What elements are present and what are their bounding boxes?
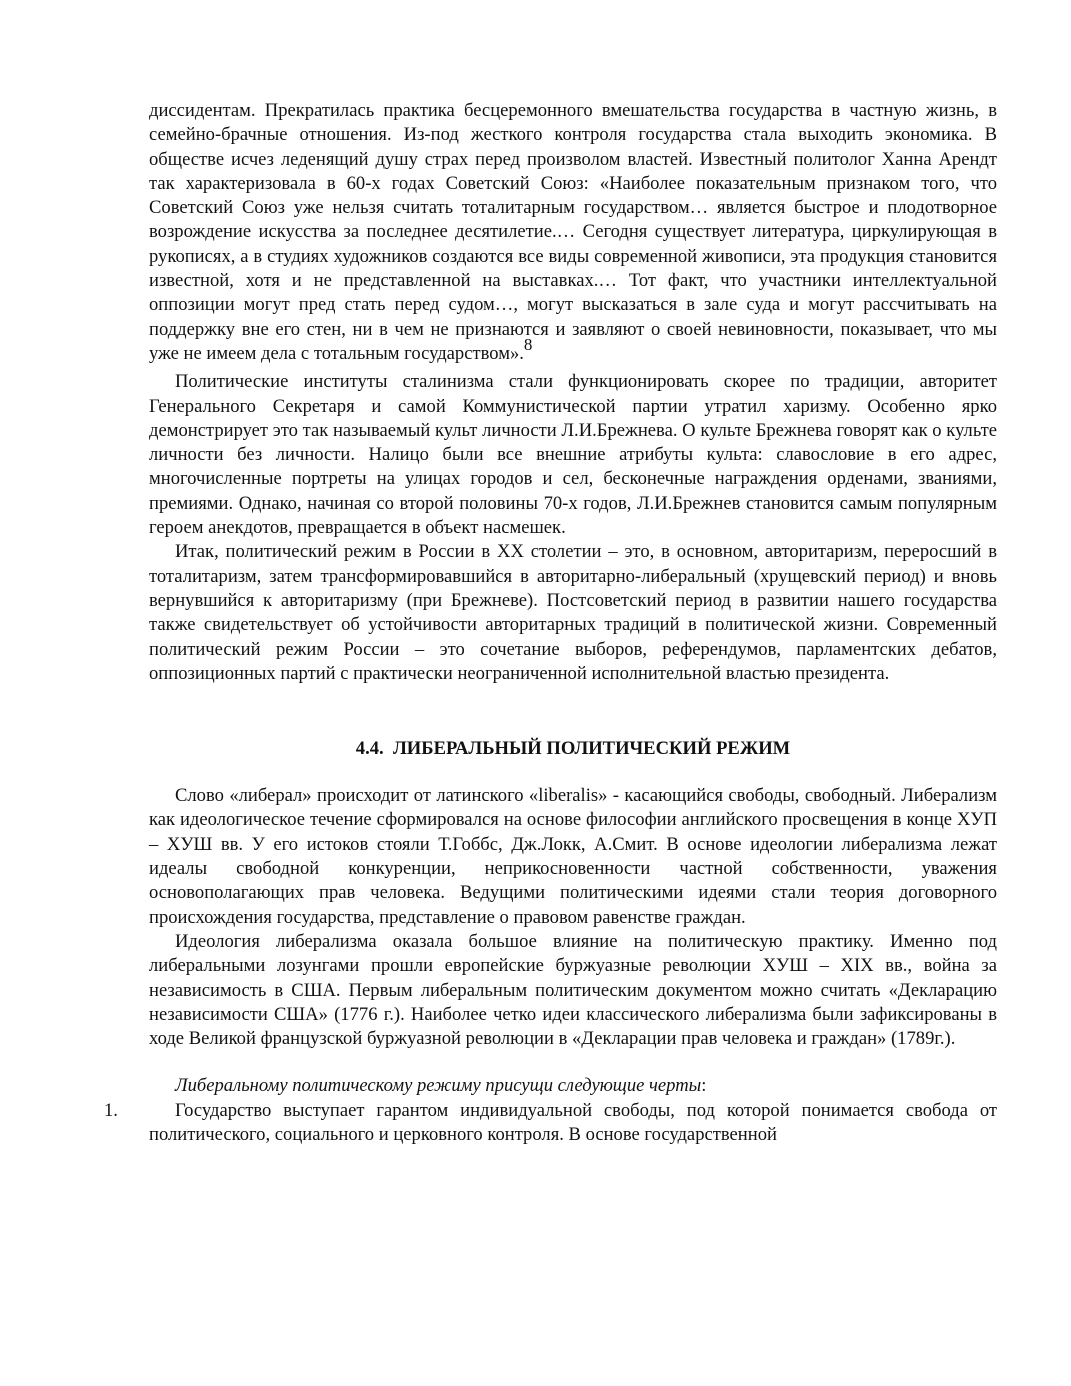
list-item-1 xyxy=(104,1099,997,1148)
paragraph-liberal-origin: Слово «либерал» происходит от латинского «liberalis» - касающийся свободы, свободный. Либерализм как идеологическое течение сформировался на основе философии английского просвещения в конце ХУП – ХУШ вв. У его истоков стояли Т.Гоббс, Дж.Локк, А.Смит. В основе идеологии либерализма лежат идеалы свободной конкуренции, неприкосновенности частной собственности, уважения основополагающих прав человека. Ведущими политическими идеями стали теория договорного происхождения государства, представление о правовом равенстве граждан. xyxy=(149,785,997,928)
features-intro-text: Либеральному политическому режиму присущи следующие черты xyxy=(175,1075,702,1097)
document-page xyxy=(104,99,997,1147)
paragraph-dissidents xyxy=(149,99,997,366)
paragraph-stalinism-institutions: Политические институты сталинизма стали функционировать скорее по традиции, авторитет Генерального Секретаря и самой Коммунистической партии утратил харизму. Особенно ярко демонстрирует это так называемый культ личности Л.И.Брежнева. О культе Брежнева говорят как о культе личности без личности. Налицо были все внешние атрибуты культа: славословие в его адрес, многочисленные портреты на улицах городов и сел, бесконечные награждения орденами, званиями, премиями. Однако, начиная со второй половины 70-х годов, Л.И.Брежнев становится самым популярным героем анекдотов, превращается в объект насмешек. xyxy=(149,371,997,539)
paragraph-liberal-ideology-practice: Идеология либерализма оказала большое влияние на политическую практику. Именно под либеральными лозунгами прошли европейские буржуазные революции ХУШ – XIX вв., война за независимость в США. Первым либеральным политическим документом можно считать «Декларацию независимости США» (1776 г.). Наиболее четко идеи классического либерализма были зафиксированы в ходе Великой французской буржуазной революции в «Декларации прав человека и граждан» (1789г.). xyxy=(149,930,997,1050)
section-heading-liberal-regime: 4.4. ЛИБЕРАЛЬНЫЙ ПОЛИТИЧЕСКИЙ РЕЖИМ xyxy=(355,738,791,760)
list-item-number: 1. xyxy=(104,1099,118,1121)
footnote-marker: 8 xyxy=(523,334,533,354)
paragraph-dissidents-text: диссидентам. Прекратилась практика бесцеремонного вмешательства государства в частную жизнь, в семейно-брачные отношения. Из-под жесткого контроля государства стала выходить экономика. В обществе исчез леденящий душу страх перед произволом властей. Известный политолог Ханна Арендт так характеризовала в 60-х годах Советский Союз: «Наиболее показательным признаком того, что Советский Союз уже нельзя считать тоталитарным государством… является быстрое и плодотворное возрождение искусства за последнее десятилетие.… Сегодня существует литература, циркулирующая в рукописях, а в студиях художников создаются все виды современной живописи, эта продукция становится известной, хотя и не представленной на выставках.… Тот факт, что участники интеллектуальной оппозиции могут пред стать перед судом…, могут высказаться в зале суда и могут рассчитывать на поддержку вне его стен, ни в чем не признаются и заявляют о своей невиновности, показывает, что мы уже не имеем дела с тотальным государством». xyxy=(149,100,997,364)
paragraph-regime-summary: Итак, политический режим в России в XX столетии – это, в основном, авторитаризм, переросший в тоталитаризм, затем трансформировавшийся в авторитарно-либеральный (хрущевский период) и вновь вернувшийся к авторитаризму (при Брежневе). Постсоветский период в развитии нашего государства также свидетельствует об устойчивости авторитарных традиций в политической жизни. Современный политический режим России – это сочетание выборов, референдумов, парламентских дебатов, оппозиционных партий с практически неограниченной исполнительной властью президента. xyxy=(149,541,997,684)
list-item-text: Государство выступает гарантом индивидуальной свободы, под которой понимается свобода от политического, социального и церковного контроля. В основе государственной xyxy=(149,1099,997,1145)
features-intro-colon: : xyxy=(701,1075,707,1097)
features-intro xyxy=(149,1074,997,1098)
